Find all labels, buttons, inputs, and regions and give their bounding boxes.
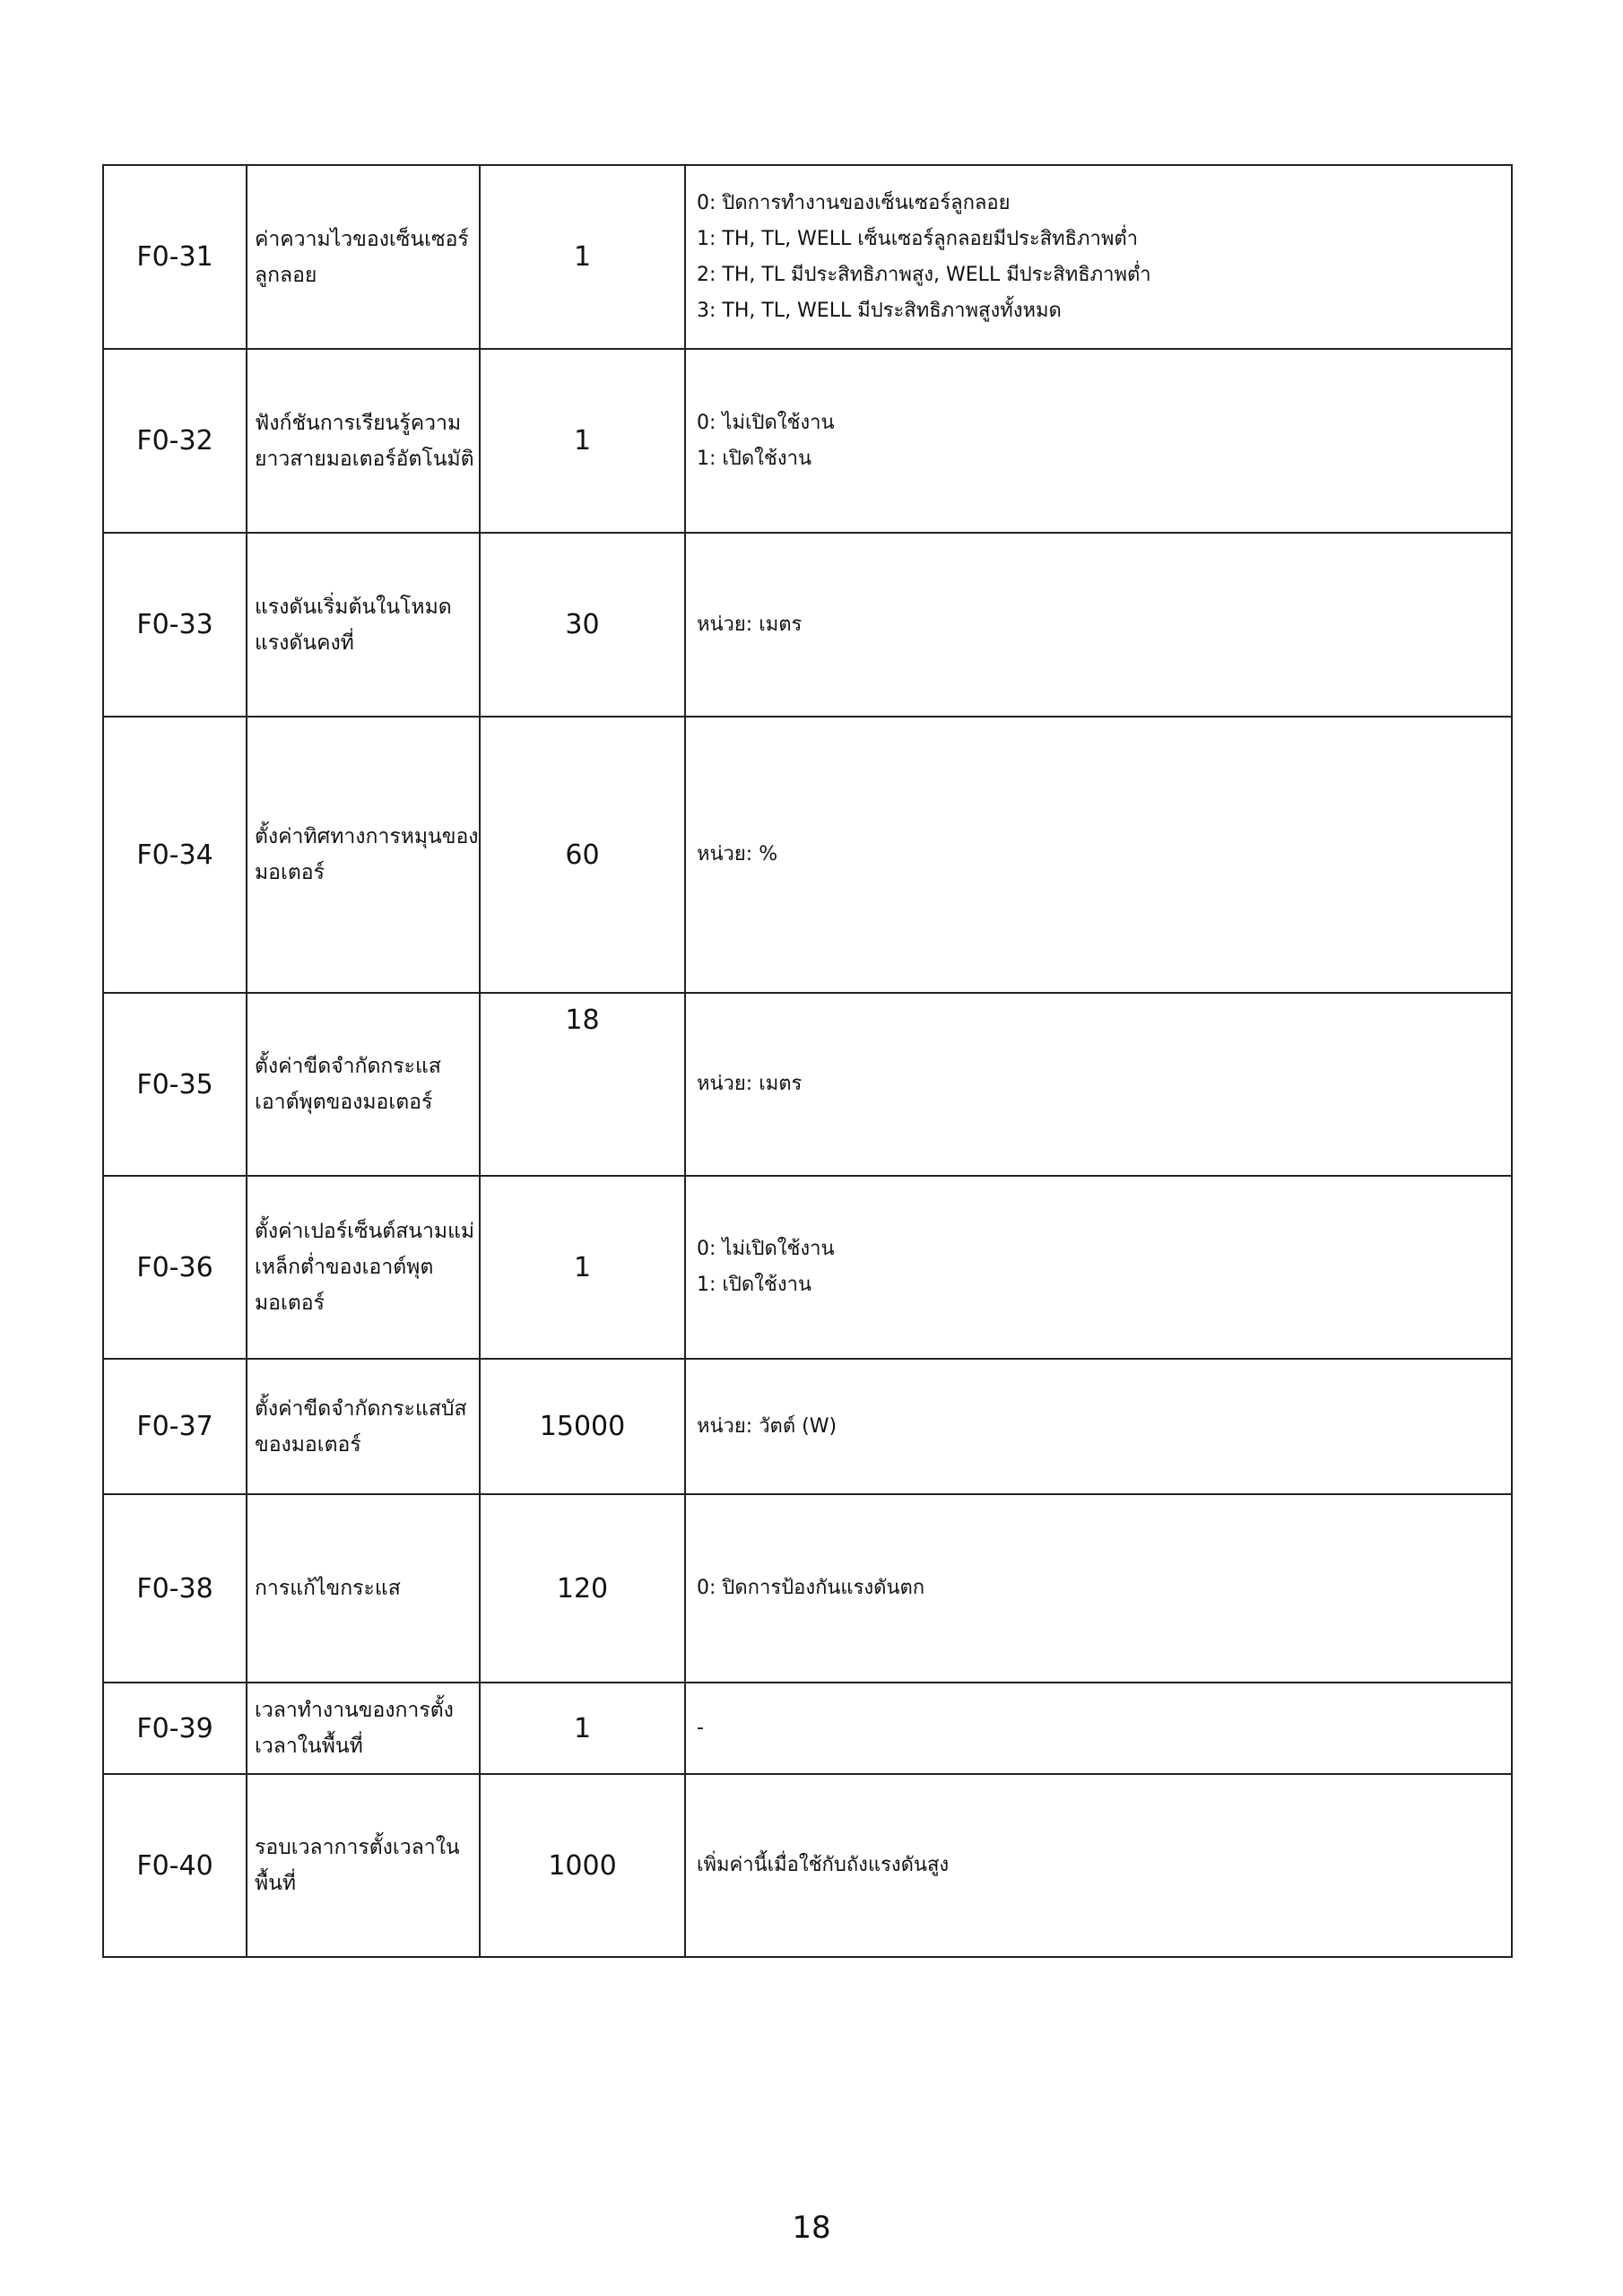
description-line: หน่วย: วัตต์ (W): [697, 1414, 838, 1438]
description-line: 0: ไม่เปิดใช้งาน: [697, 411, 835, 434]
param-value: 1: [480, 349, 685, 533]
table-row: [103, 717, 1512, 993]
param-value: 15000: [480, 1359, 685, 1494]
param-code: F0-33: [103, 533, 247, 717]
param-name: ตั้งค่าทิศทางการหมุนของมอเตอร์: [247, 717, 480, 993]
param-value: 60: [480, 717, 685, 993]
description-line: 0: ปิดการป้องกันแรงดันตก: [697, 1577, 925, 1599]
param-description: [685, 1176, 1512, 1359]
table-row: [103, 349, 1512, 533]
description-line: 1: TH, TL, WELL เซ็นเซอร์ลูกลอยมีประสิทธิภาพต่ำ: [697, 227, 1139, 250]
param-name: ตั้งค่าเปอร์เซ็นต์สนามแม่เหล็กต่ำของเอาต์พุตมอเตอร์: [247, 1176, 480, 1359]
param-code: F0-32: [103, 349, 247, 533]
param-name: ตั้งค่าขีดจำกัดกระแสบัสของมอเตอร์: [247, 1359, 480, 1494]
param-description: [685, 165, 1512, 349]
param-value: 30: [480, 533, 685, 717]
param-code: F0-35: [103, 993, 247, 1176]
param-value: 1: [480, 1176, 685, 1359]
param-description: [685, 533, 1512, 717]
param-value: 1: [480, 1683, 685, 1774]
table-row: [103, 533, 1512, 717]
param-description: [685, 1494, 1512, 1683]
param-code: F0-40: [103, 1774, 247, 1957]
param-code: F0-39: [103, 1683, 247, 1774]
param-name: การแก้ไขกระแส: [247, 1494, 480, 1683]
description-line: 0: ปิดการทำงานของเซ็นเซอร์ลูกลอย: [697, 191, 1011, 214]
description-line: 0: ไม่เปิดใช้งาน: [697, 1238, 835, 1260]
param-name: รอบเวลาการตั้งเวลาในพื้นที่: [247, 1774, 480, 1957]
description-line: 1: เปิดใช้งาน: [697, 447, 812, 470]
description-line: หน่วย: เมตร: [697, 613, 803, 636]
description-line: หน่วย: เมตร: [697, 1073, 803, 1095]
param-value: 120: [480, 1494, 685, 1683]
table-row: [103, 1176, 1512, 1359]
param-value: 1: [480, 165, 685, 349]
table-row: [103, 165, 1512, 349]
parameter-table: [102, 164, 1513, 1958]
table-row: [103, 1774, 1512, 1957]
param-name: ค่าความไวของเซ็นเซอร์ลูกลอย: [247, 165, 480, 349]
param-description: [685, 717, 1512, 993]
param-value: 18: [480, 993, 685, 1176]
description-line: -: [697, 1717, 704, 1739]
param-name: ตั้งค่าขีดจำกัดกระแสเอาต์พุตของมอเตอร์: [247, 993, 480, 1176]
param-description: [685, 349, 1512, 533]
param-code: F0-38: [103, 1494, 247, 1683]
param-description: [685, 1683, 1512, 1774]
description-line: เพิ่มค่านี้เมื่อใช้กับถังแรงดันสูง: [697, 1854, 950, 1876]
param-code: F0-36: [103, 1176, 247, 1359]
param-name: เวลาทำงานของการตั้งเวลาในพื้นที่: [247, 1683, 480, 1774]
table-row: [103, 993, 1512, 1176]
description-line: 3: TH, TL, WELL มีประสิทธิภาพสูงทั้งหมด: [697, 299, 1062, 322]
description-line: 1: เปิดใช้งาน: [697, 1274, 812, 1296]
param-name: ฟังก์ชันการเรียนรู้ความยาวสายมอเตอร์อัตโนมัติ: [247, 349, 480, 533]
param-code: F0-37: [103, 1359, 247, 1494]
page-number: 18: [792, 2210, 831, 2246]
description-line: หน่วย: %: [697, 843, 778, 865]
param-code: F0-34: [103, 717, 247, 993]
table-row: [103, 1683, 1512, 1774]
description-line: 2: TH, TL มีประสิทธิภาพสูง, WELL มีประสิทธิภาพต่ำ: [697, 263, 1151, 286]
param-description: [685, 1359, 1512, 1494]
param-code: F0-31: [103, 165, 247, 349]
param-description: [685, 1774, 1512, 1957]
param-value: 1000: [480, 1774, 685, 1957]
param-description: [685, 993, 1512, 1176]
table-row: [103, 1494, 1512, 1683]
table-row: [103, 1359, 1512, 1494]
param-name: แรงดันเริ่มต้นในโหมดแรงดันคงที่: [247, 533, 480, 717]
